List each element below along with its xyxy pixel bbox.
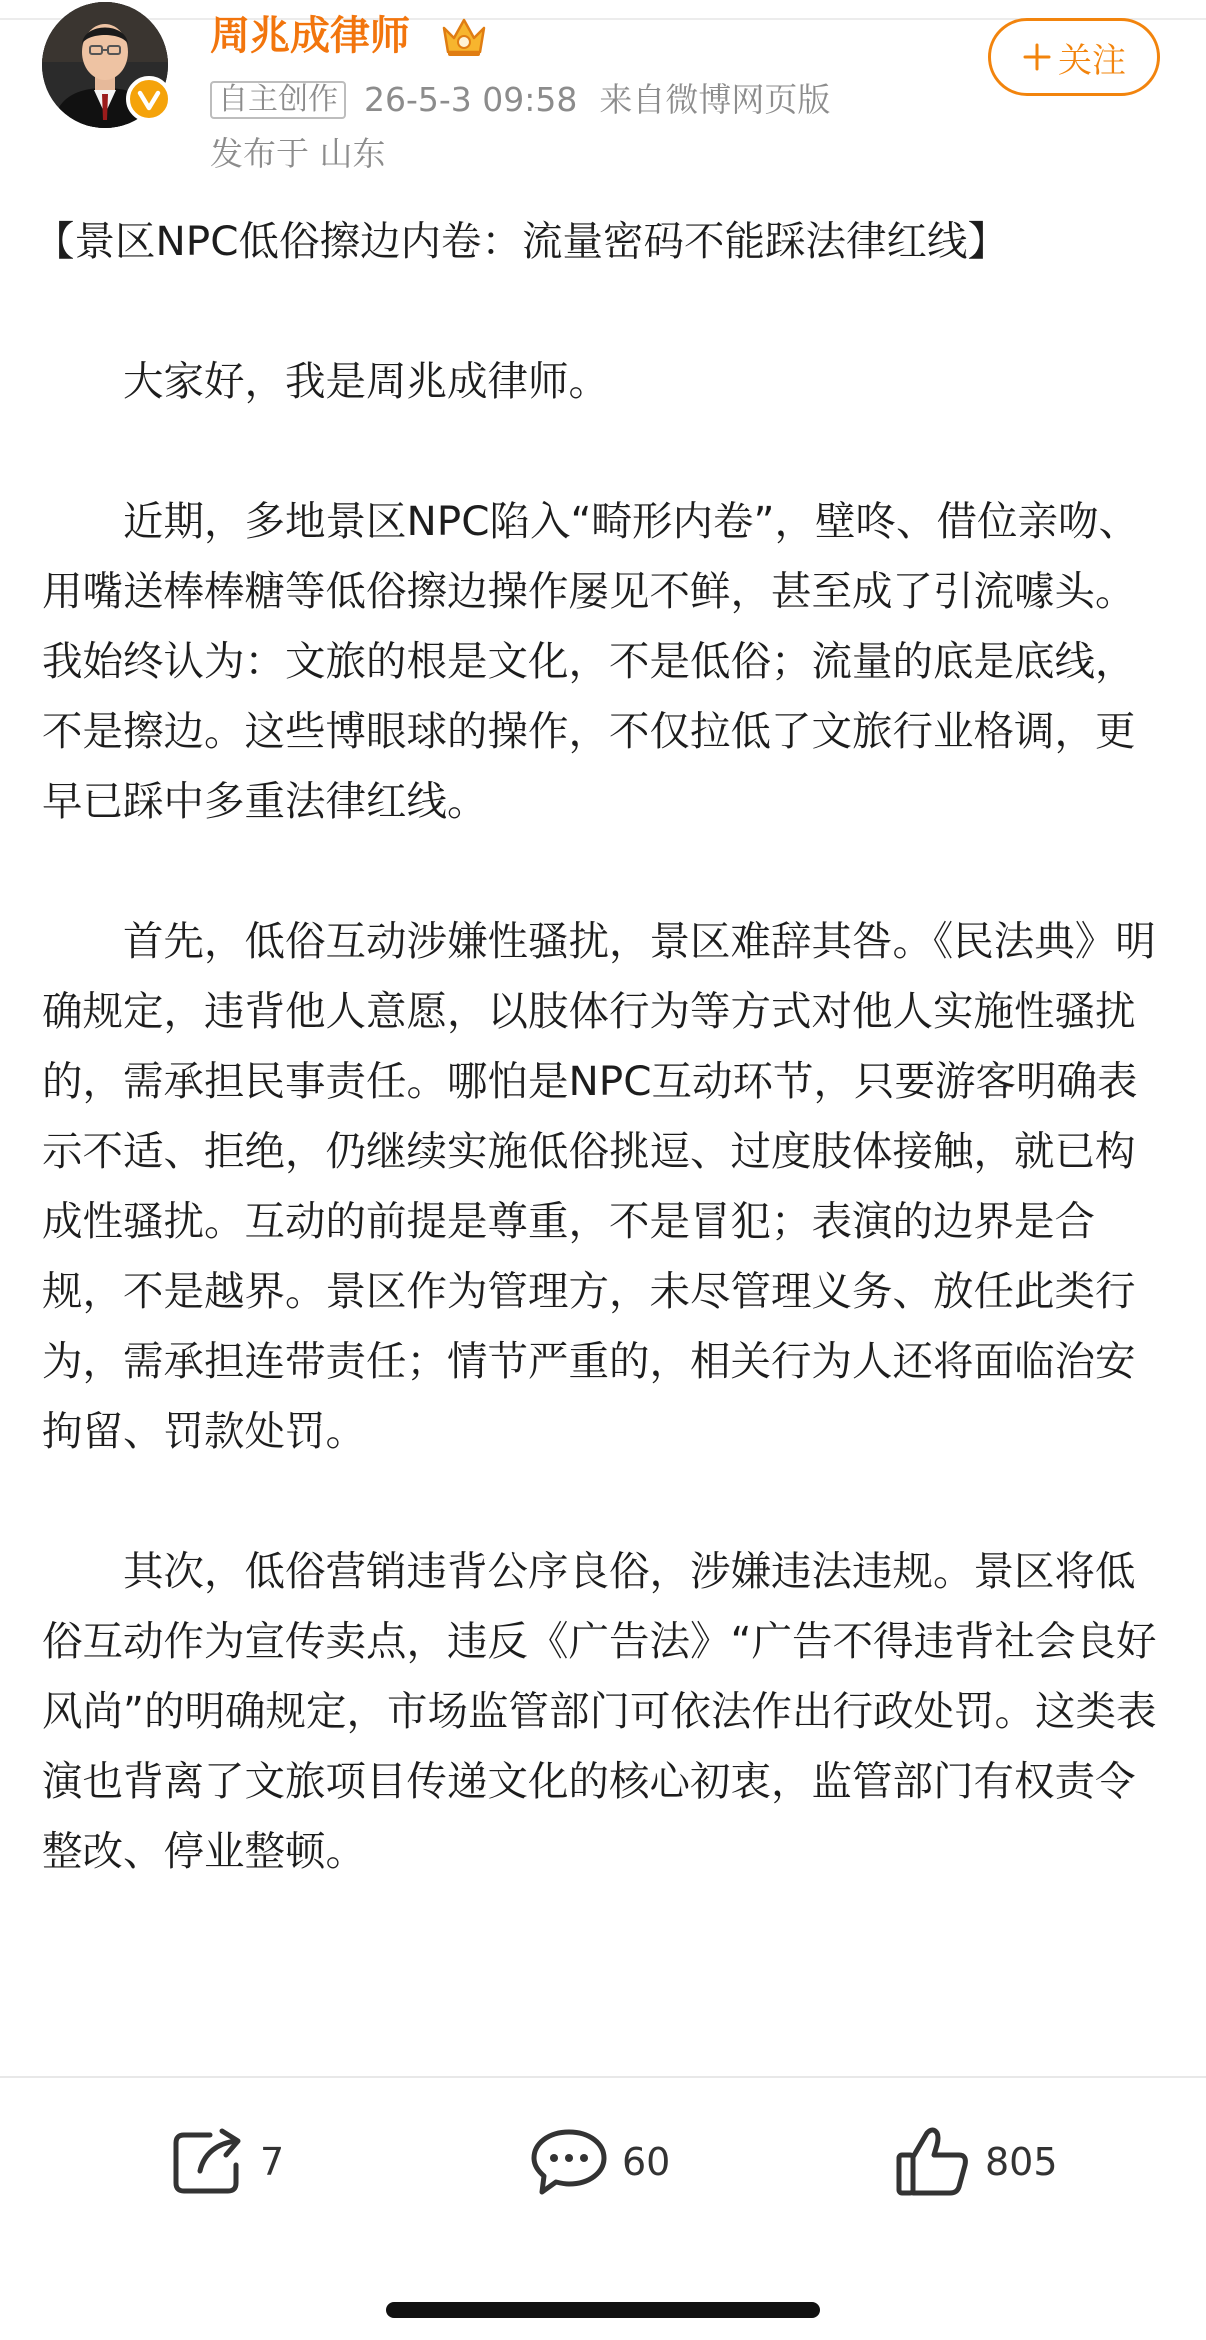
post-paragraph: 大家好，我是周兆成律师。 (123, 357, 609, 405)
follow-button[interactable] (988, 18, 1160, 96)
post-meta (210, 80, 830, 120)
original-content-tag: 自主创作 (210, 81, 346, 119)
post-paragraph: 首先，低俗互动涉嫌性骚扰，景区难辞其咎。《民法典》明确规定，违背他人意愿，以肢体行为等方式对他人实施性骚扰的，需承担民事责任。哪怕是NPC互动环节，只要游客明确表示不适、拒绝，仍继续实施低俗挑逗、过度肢体接触，就已构成性骚扰。互动的前提是尊重，不是冒犯；表演的边界是合规，不是越界。景区作为管理方，未尽管理义务、放任此类行为，需承担连带责任；情节严重的，相关行为人还将面临治安拘留、罚款处罚。 (42, 917, 1156, 1455)
author-name[interactable]: 周兆成律师 (210, 13, 410, 59)
plus-icon (1022, 42, 1052, 72)
share-button[interactable] (170, 2122, 284, 2202)
post-location: 发布于 山东 (210, 134, 386, 173)
crown-icon (440, 14, 488, 60)
comment-count: 60 (622, 2140, 671, 2184)
thumbs-up-icon (895, 2125, 971, 2199)
like-button[interactable] (895, 2122, 1058, 2202)
post-paragraph: 其次，低俗营销违背公序良俗，涉嫌违法违规。景区将低俗互动作为宣传卖点，违反《广告法》“广告不得违背社会良好风尚”的明确规定，市场监管部门可依法作出行政处罚。这类表演也背离了文旅项目传递文化的核心初衷，监管部门有权责令整改、停业整顿。 (42, 1547, 1157, 1875)
share-count: 7 (260, 2140, 285, 2184)
post-paragraph: 近期，多地景区NPC陷入“畸形内卷”，壁咚、借位亲吻、用嘴送棒棒糖等低俗擦边操作屡见不鲜，甚至成了引流噱头。我始终认为：文旅的根是文化，不是低俗；流量的底是底线，不是擦边。这些博眼球的操作，不仅拉低了文旅行业格调，更早已踩中多重法律红线。 (42, 497, 1139, 825)
like-count: 805 (985, 2140, 1058, 2184)
avatar[interactable] (42, 2, 168, 128)
share-icon (170, 2127, 246, 2197)
verified-badge-icon (126, 76, 172, 122)
post-body (34, 206, 1172, 1956)
comment-icon (530, 2126, 608, 2198)
action-bar (0, 2076, 1206, 2278)
comment-button[interactable] (530, 2122, 670, 2202)
post-time: 26-5-3 09:58 (364, 80, 578, 119)
home-indicator[interactable] (386, 2302, 820, 2318)
follow-label: 关注 (1058, 40, 1126, 81)
post-source: 来自微博网页版 (599, 80, 831, 119)
post-title: 【景区NPC低俗擦边内卷：流量密码不能踩法律红线】 (34, 217, 1008, 265)
